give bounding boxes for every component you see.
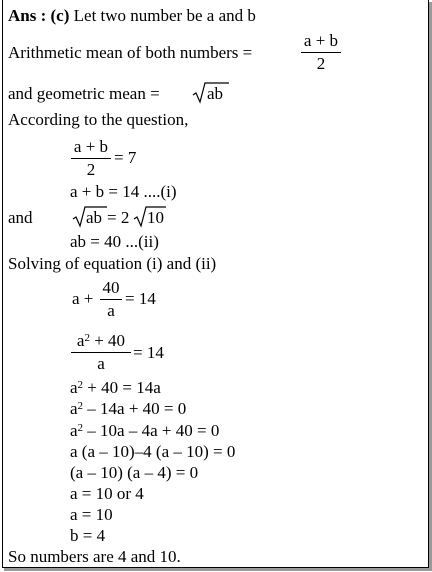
eq3-radicand2: 10 xyxy=(147,208,164,227)
eq1-numerator: a + b xyxy=(73,137,109,156)
step-7: a = 10 xyxy=(70,505,113,524)
am-denominator: 2 xyxy=(316,54,326,73)
eq5-lhs: a + xyxy=(72,289,94,308)
eq3-mid: = 2 xyxy=(107,208,130,227)
question-text: According to the question, xyxy=(8,110,189,129)
eq5-fraction-bar xyxy=(100,299,122,300)
eq6-denominator: a xyxy=(97,354,105,373)
step-1: $a^2 + 40 = 14a$ xyxy=(70,378,161,397)
option-label: (c) xyxy=(50,6,70,25)
eq6-fraction-bar xyxy=(71,352,131,353)
eq5-fraction xyxy=(100,278,122,321)
eq4: ab = 40 ...(ii) xyxy=(70,232,159,251)
eq1-fraction xyxy=(71,137,111,180)
eq1-rhs: = 7 xyxy=(114,148,137,167)
eq5-denominator: a xyxy=(107,301,115,320)
am-fraction-bar xyxy=(301,52,341,53)
intro-line xyxy=(8,6,256,26)
and-label: and xyxy=(8,208,33,227)
solving-text: Solving of equation (i) and (ii) xyxy=(8,254,217,273)
step-3: $a^2 - 10a - 4a + 40 = 0$ xyxy=(70,421,220,440)
eq5-rhs: = 14 xyxy=(125,289,156,308)
gm-text: and geometric mean = xyxy=(8,84,160,103)
eq1-fraction-bar xyxy=(71,158,111,159)
step-2: $a^2 - 14a + 40 = 0$ xyxy=(70,399,187,418)
step-6: a = 10 or 4 xyxy=(70,484,144,503)
eq3-radicand: ab xyxy=(86,208,103,227)
eq1-denominator: 2 xyxy=(86,160,96,179)
step-4: a (a – 10)–4 (a – 10) = 0 xyxy=(70,442,236,461)
gm-radicand: ab xyxy=(207,84,224,103)
box-shadow-bottom xyxy=(4,568,432,571)
eq6-numerator: $a^2 + 40$ xyxy=(76,331,126,350)
step-5: (a – 10) (a – 4) = 0 xyxy=(70,463,199,482)
ans-label: Ans : xyxy=(8,6,47,25)
eq5-numerator: 40 xyxy=(102,278,120,297)
eq6-fraction xyxy=(71,331,131,374)
am-fraction xyxy=(301,31,341,74)
step-8: b = 4 xyxy=(70,526,106,545)
eq2: a + b = 14 ....(i) xyxy=(70,182,177,201)
am-text: Arithmetic mean of both numbers = xyxy=(8,43,253,62)
am-numerator: a + b xyxy=(303,31,339,50)
eq6-rhs: = 14 xyxy=(133,343,164,362)
conclusion: So numbers are 4 and 10. xyxy=(8,547,181,566)
intro-text: Let two number be a and b xyxy=(73,6,256,25)
